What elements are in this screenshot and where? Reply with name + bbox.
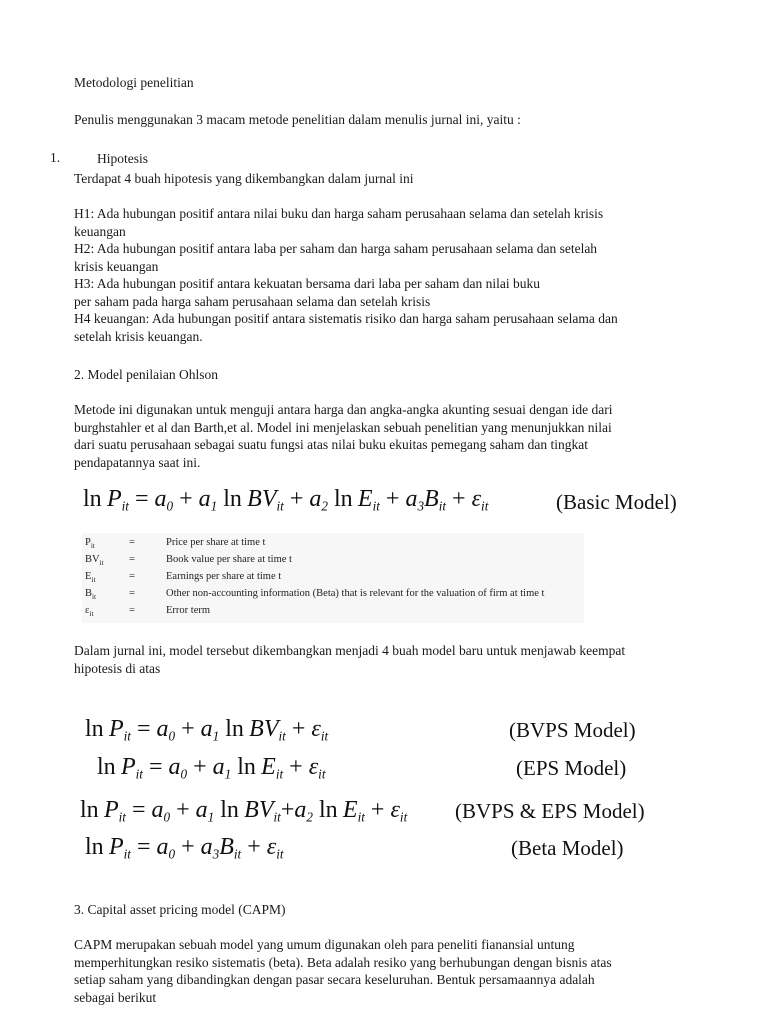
ohlson-paragraph [74, 401, 714, 471]
paragraph-line: setiap saham yang dibandingkan dengan pasar secara keseluruhan. Bentuk persamaannya adalah [74, 972, 595, 987]
paragraph-line: memperhitungkan resiko sistematis (beta). Beta adalah resiko yang berhubungan dengan bisnis atas [74, 954, 612, 970]
section-title-hipotesis: Hipotesis [97, 151, 149, 166]
eps-model-label: (EPS Model) [516, 756, 627, 780]
section-number: 1. [50, 150, 61, 165]
paragraph-line: burghstahler et al dan Barth,et al. Model ini menjelaskan sebuah penelitian yang menunjukkan nilai [74, 419, 612, 435]
heading: Metodologi penelitian [74, 75, 194, 90]
hypothesis-line: krisis keuangan [74, 258, 159, 274]
section-title-ohlson: 2. Model penilaian Ohlson [74, 367, 218, 382]
beta-model-label: (Beta Model) [511, 836, 624, 860]
hipotesis-lead: Terdapat 4 buah hipotesis yang dikembangkan dalam jurnal ini [74, 171, 414, 186]
beta-model-equation: $\ln P_{it} = a_0 + a_3B_{it} + \varepsilon_{it}$ [85, 834, 284, 862]
basic-model-label: (Basic Model) [556, 490, 677, 514]
legend-description: Earnings per share at time t [166, 571, 282, 582]
bvps-model-label: (BVPS Model) [509, 718, 636, 742]
models-intro-paragraph [74, 642, 714, 677]
paragraph-line: Dalam jurnal ini, model tersebut dikembangkan menjadi 4 buah model baru untuk menjawab keempat [74, 643, 626, 658]
bvps-eps-model-label: (BVPS & EPS Model) [455, 799, 645, 823]
legend-description: Price per share at time t [166, 537, 266, 548]
legend-description: Other non-accounting information (Beta) that is relevant for the valuation of firm at time t [166, 588, 545, 599]
paragraph-line: dari suatu perusahaan sebagai suatu fungsi atas nilai buku ekuitas pemegang saham dan tingkat [74, 437, 588, 452]
section-title-capm: 3. Capital asset pricing model (CAPM) [74, 902, 286, 917]
capm-paragraph [74, 936, 714, 1006]
intro-text: Penulis menggunakan 3 macam metode penelitian dalam menulis jurnal ini, yaitu : [74, 112, 521, 127]
bvps-model-equation: $\ln P_{it} = a_0 + a_1$ $\ln BV_{it} + \varepsilon_{it}$ [85, 716, 329, 744]
hypothesis-line: per saham pada harga saham perusahaan selama dan setelah krisis [74, 293, 431, 309]
paragraph-line: Metode ini digunakan untuk menguji antara harga dan angka-angka akunting sesuai dengan ide dari [74, 402, 613, 417]
hypothesis-line: H2: Ada hubungan positif antara laba per saham dan harga saham perusahaan selama dan setelah [74, 241, 598, 256]
variable-legend: $P_{it}$ = Price per share at time t $BV_{it}$ = Book value per share at time t $E_{it}$ = Earnings per share at time t $B_{it}$ = Other non-accounting information (Beta) that is relevant for the valuation of firm at time t $\varepsilon_{it}$ = Error term [82, 533, 584, 623]
hypothesis-line: setelah krisis keuangan. [74, 328, 203, 344]
legend-symbol: $\varepsilon_{it}$ [85, 605, 94, 619]
paragraph-line: hipotesis di atas [74, 660, 161, 676]
hypotheses-list [74, 205, 714, 345]
bvps-eps-model-equation: $\ln P_{it} = a_0 + a_1$ $\ln BV_{it}+a_2$ $\ln E_{it} + \varepsilon_{it}$ [80, 797, 408, 825]
hypothesis-line: keuangan [74, 223, 126, 239]
legend-symbol: $E_{it}$ [85, 571, 96, 585]
legend-symbol: $P_{it}$ [85, 537, 95, 551]
legend-description: Book value per share at time t [166, 554, 292, 565]
legend-symbol: $BV_{it}$ [85, 554, 104, 568]
paragraph-line: CAPM merupakan sebuah model yang umum digunakan oleh para peneliti fianansial untung [74, 937, 575, 952]
basic-model-equation: $\ln P_{it} = a_0 + a_1$ $\ln BV_{it} + a_2$ $\ln E_{it} + a_3B_{it} + \varepsilon_{it}$ [83, 486, 489, 514]
legend-symbol: $B_{it}$ [85, 588, 97, 602]
legend-description: Error term [166, 605, 211, 616]
hypothesis-line: H4 keuangan: Ada hubungan positif antara sistematis risiko dan harga saham perusahaan selama dan [74, 311, 618, 326]
paragraph-line: pendapatannya saat ini. [74, 454, 201, 470]
hypothesis-line: H3: Ada hubungan positif antara kekuatan bersama dari laba per saham dan nilai buku [74, 276, 540, 291]
hypothesis-line: H1: Ada hubungan positif antara nilai buku dan harga saham perusahaan selama dan setelah krisis [74, 206, 604, 221]
paragraph-line: sebagai berikut [74, 989, 157, 1005]
eps-model-equation: $\ln P_{it} = a_0 + a_1$ $\ln E_{it} + \varepsilon_{it}$ [97, 754, 326, 782]
